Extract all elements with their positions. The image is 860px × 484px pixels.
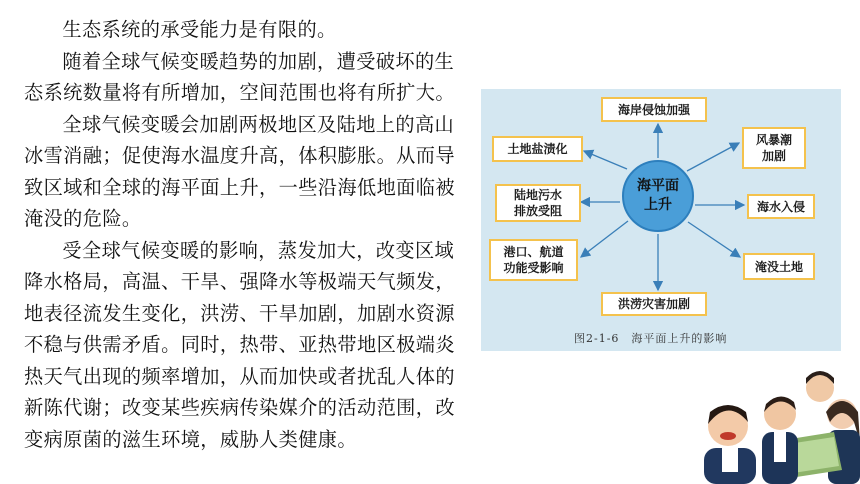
- arrow-lower-right: [688, 222, 740, 257]
- paragraph-1: 生态系统的承受能力是有限的。: [62, 18, 337, 41]
- arrow-upper-left: [584, 151, 627, 169]
- node-port-channel: 港口、航道 功能受影响: [489, 239, 578, 281]
- node-flooded-land: 淹没土地: [743, 253, 815, 280]
- node-storm-surge: 风暴潮 加剧: [742, 127, 806, 169]
- node-coastal-erosion: 海岸侵蚀加强: [601, 97, 707, 122]
- node-soil-salinization: 土地盐渍化: [492, 136, 583, 162]
- node-sewage-discharge: 陆地污水 排放受阻: [495, 184, 581, 222]
- paragraph-3: 全球气候变暖会加剧两极地区及陆地上的高山冰雪消融；促使海水温度升高，体积膨胀。从而导致区域和全球的海平面上升，一些沿海低地面临被淹没的危险。: [24, 112, 455, 230]
- arrow-upper-right: [687, 143, 739, 171]
- node-seawater-intrusion: 海水入侵: [747, 194, 815, 219]
- article-text: [24, 14, 466, 455]
- students-reading-illustration: [694, 362, 860, 484]
- figure-caption: 图2-1-6 海平面上升的影响: [574, 332, 728, 345]
- center-sea-level-rise: 海平面 上升: [622, 160, 694, 232]
- sea-level-rise-diagram: [481, 89, 841, 351]
- arrow-lower-left: [581, 221, 628, 257]
- paragraph-4: 受全球气候变暖的影响，蒸发加大，改变区域降水格局，高温、干旱、强降水等极端天气频发，地表径流发生变化，洪涝、干旱加剧，加剧水资源不稳与供需矛盾。同时，热带、亚热带地区极端炎热天气出现的频率增加，从而加快或者扰乱人体的新陈代谢；改变某些疾病传染媒介的活动范围，改变病原菌的滋生环境，威胁人类健康。: [24, 238, 455, 451]
- node-flood-disaster: 洪涝灾害加剧: [601, 292, 707, 316]
- paragraph-2: 随着全球气候变暖趋势的加剧，遭受破坏的生态系统数量将有所增加，空间范围也将有所扩大。: [24, 49, 455, 104]
